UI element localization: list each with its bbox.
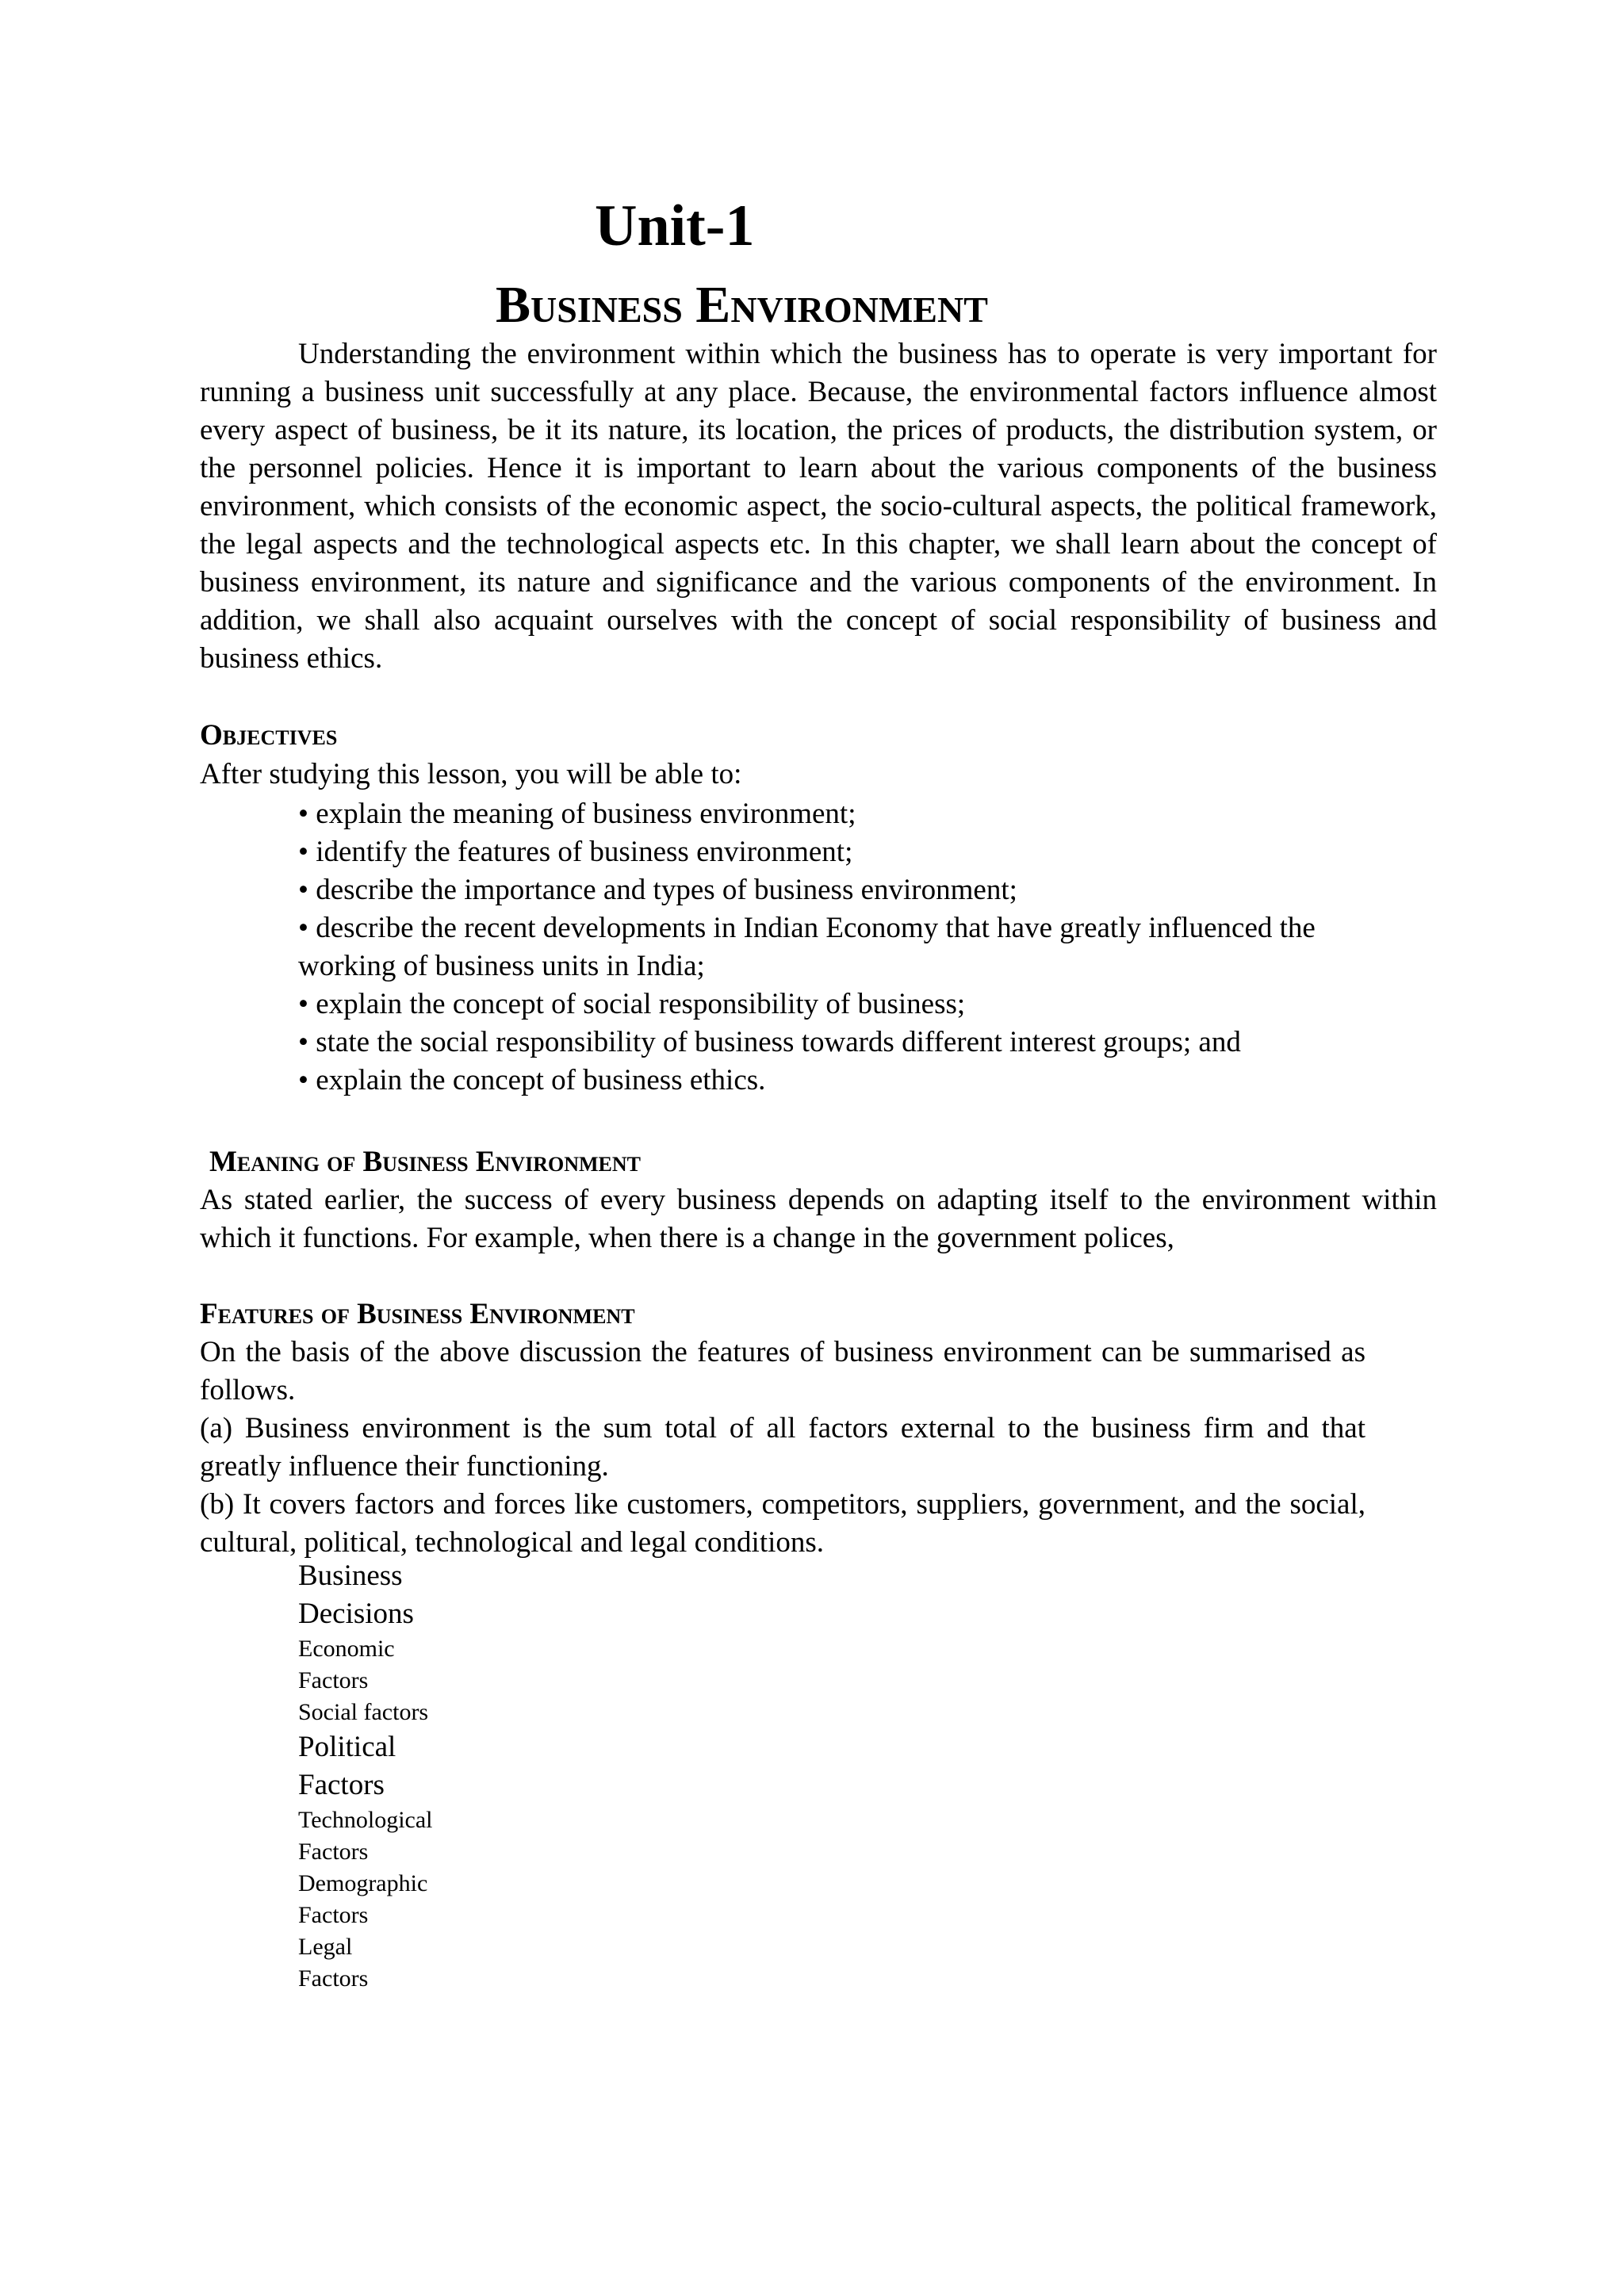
chapter-title: Business Environment (496, 276, 988, 334)
objective-item: • describe the importance and types of business environment; (298, 871, 1392, 909)
objective-item: • explain the meaning of business environment; (298, 795, 1392, 833)
meaning-heading: Meaning of Business Environment (209, 1146, 641, 1178)
diagram-label: Technological (298, 1807, 433, 1833)
diagram-label: Demographic (298, 1870, 428, 1896)
diagram-label: Business (298, 1559, 403, 1592)
objectives-heading: Objectives (200, 719, 338, 752)
diagram-label: Political (298, 1731, 396, 1763)
diagram-label: Factors (298, 1839, 369, 1865)
meaning-paragraph: As stated earlier, the success of every business depends on adapting itself to the environment within which it functions. For example, when there is a change in the government polices, (200, 1184, 1437, 1254)
diagram-label: Social factors (298, 1699, 429, 1725)
diagram-label: Economic (298, 1636, 395, 1662)
unit-title: Unit-1 (595, 193, 755, 258)
objective-item: • identify the features of business environment; (298, 833, 1392, 871)
feature-point-b: (b) It covers factors and forces like customers, competitors, suppliers, government, and the social, cultural, political, technological and legal conditions. (200, 1488, 1365, 1559)
objective-item: • state the social responsibility of business towards different interest groups; and (298, 1024, 1392, 1062)
diagram-label: Factors (298, 1769, 385, 1801)
features-heading: Features of Business Environment (200, 1298, 635, 1330)
objectives-list (298, 795, 1392, 1100)
feature-point-a: (a) Business environment is the sum total of all factors external to the business firm and that greatly influence their functioning. (200, 1412, 1365, 1483)
objective-item: • describe the recent developments in Indian Economy that have greatly influenced the working of business units in India; (298, 909, 1392, 985)
diagram-label: Factors (298, 1902, 369, 1928)
objectives-intro: After studying this lesson, you will be able to: (200, 758, 742, 790)
diagram-label: Decisions (298, 1598, 414, 1630)
diagram-label: Factors (298, 1965, 369, 1992)
diagram-label: Legal (298, 1934, 353, 1960)
features-intro: On the basis of the above discussion the features of business environment can be summarised as follows. (200, 1336, 1365, 1406)
objective-item: • explain the concept of social responsibility of business; (298, 985, 1392, 1024)
diagram-label: Factors (298, 1667, 369, 1693)
diagram-labels (298, 1557, 433, 1995)
intro-paragraph: Understanding the environment within which the business has to operate is very important for running a business unit successfully at any place. Because, the environmental factors influence almost every aspect of business, be it its nature, its location, the prices of products, the distribution system, or the personnel policies. Hence it is important to learn about the various components of the business environment, which consists of the economic aspect, the socio-cultural aspects, the political framework, the legal aspects and the technological aspects etc. In this chapter, we shall learn about the concept of business environment, its nature and significance and the various components of the environment. In addition, we shall also acquaint ourselves with the concept of social responsibility of business and business ethics. (200, 338, 1437, 675)
objective-item: • explain the concept of business ethics. (298, 1062, 1392, 1100)
